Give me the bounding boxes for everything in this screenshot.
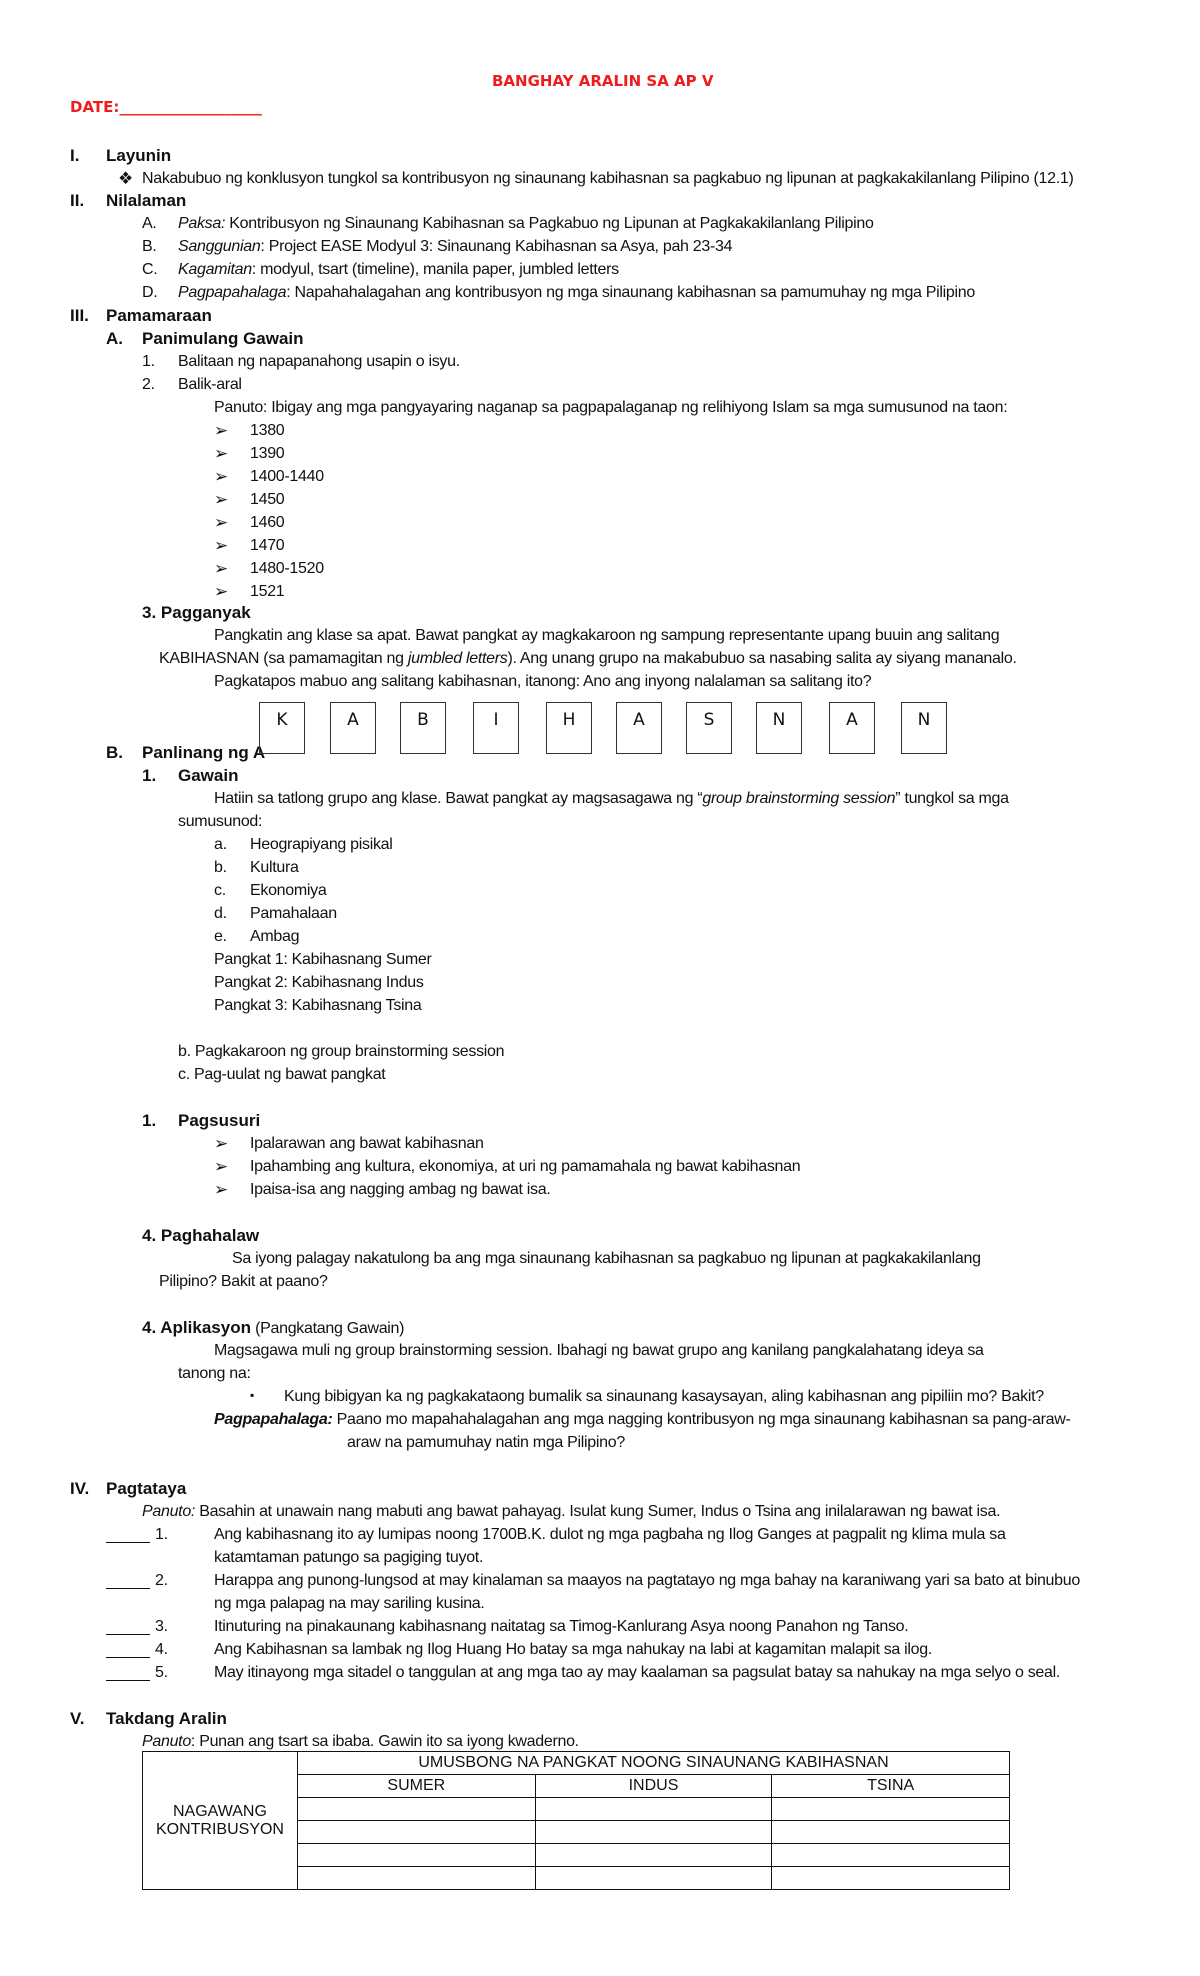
topic-item: Ekonomiya — [250, 882, 327, 899]
paghahalaw-line-2: Pilipino? Bakit at paano? — [159, 1273, 328, 1290]
arrow-bullet-icon: ➢ — [214, 490, 229, 509]
letter-box: S — [686, 702, 732, 754]
pagpapahalaga-line-2: araw na pamumuhay natin mga Pilipino? — [347, 1434, 625, 1451]
row-header-cell — [143, 1752, 298, 1890]
arrow-bullet-icon: ➢ — [214, 444, 229, 463]
answer-blank[interactable] — [106, 1620, 150, 1640]
quiz-statement-cont: ng mga palapag na may sariling kusina. — [214, 1595, 485, 1612]
pagsusuri-item: Ipalarawan ang bawat kabihasnan — [250, 1135, 484, 1152]
gawain-title: Gawain — [178, 766, 239, 785]
section-5-title: Takdang Aralin — [106, 1709, 227, 1728]
empty-cell[interactable] — [297, 1821, 535, 1844]
gawain-line-1: Hatiin sa tatlong grupo ang klase. Bawat pangkat ay magsasagawa ng “group brainstorming session” tungkol sa mga — [214, 790, 1009, 807]
quiz-number: 2. — [155, 1572, 168, 1589]
empty-cell[interactable] — [535, 1844, 772, 1867]
row-header-line-1: NAGAWANG — [173, 1802, 267, 1820]
answer-blank[interactable] — [106, 1528, 150, 1548]
step-balik-aral: Balik-aral — [178, 376, 242, 393]
letter-box: K — [259, 702, 305, 754]
empty-cell[interactable] — [297, 1844, 535, 1867]
empty-cell[interactable] — [297, 1798, 535, 1821]
square-bullet-icon: ▪ — [250, 1388, 255, 1402]
top-header-cell: UMUSBONG NA PANGKAT NOONG SINAUNANG KABIHASNAN — [297, 1752, 1009, 1775]
subsection-a-letter: A. — [106, 329, 123, 348]
topic-letter: c. — [214, 882, 226, 899]
section-4-title: Pagtataya — [106, 1479, 187, 1498]
topic-item: Ambag — [250, 928, 300, 945]
arrow-bullet-icon: ➢ — [214, 1134, 229, 1153]
topic-item: Kultura — [250, 859, 299, 876]
content-item-kagamitan: Kagamitan: modyul, tsart (timeline), manila paper, jumbled letters — [178, 261, 619, 278]
arrow-bullet-icon: ➢ — [214, 582, 229, 601]
content-item-letter: A. — [142, 215, 157, 232]
letter-box: A — [330, 702, 376, 754]
empty-cell[interactable] — [772, 1844, 1010, 1867]
aplikasyon-line-2: tanong na: — [178, 1365, 251, 1382]
column-header: TSINA — [772, 1775, 1010, 1798]
topic-letter: d. — [214, 905, 227, 922]
topic-item: Heograpiyang pisikal — [250, 836, 393, 853]
subsection-a-title: Panimulang Gawain — [142, 329, 304, 348]
group-1: Pangkat 1: Kabihasnang Sumer — [214, 951, 432, 968]
document-title: BANGHAY ARALIN SA AP V — [492, 72, 714, 90]
arrow-bullet-icon: ➢ — [214, 536, 229, 555]
arrow-bullet-icon: ➢ — [214, 559, 229, 578]
content-item-sanggunian: Sanggunian: Project EASE Modyul 3: Sinaunang Kabihasnan sa Asya, pah 23-34 — [178, 238, 733, 255]
answer-blank[interactable] — [106, 1666, 150, 1686]
pagsusuri-item: Ipaisa-isa ang nagging ambag ng bawat isa. — [250, 1181, 551, 1198]
section-3-title: Pamamaraan — [106, 306, 212, 325]
homework-table — [142, 1751, 1010, 1890]
pagganyak-line-2: KABIHASNAN (sa pamamagitan ng jumbled letters). Ang unang grupo na makabubuo sa nasabing salita ay siyang mananalo. — [159, 650, 1017, 667]
letter-box: A — [616, 702, 662, 754]
letter-box: N — [756, 702, 802, 754]
aplikasyon-line-1: Magsagawa muli ng group brainstorming session. Ibahagi ng bawat grupo ang kanilang pangkalahatang ideya sa — [214, 1342, 984, 1359]
section-5-number: V. — [70, 1709, 85, 1728]
quiz-number: 5. — [155, 1664, 168, 1681]
year-item: 1480-1520 — [250, 560, 324, 577]
pagpapahalaga-line-1: Pagpapahalaga: Paano mo mapahahalagahan ang mga nagging kontribusyon ng mga sinaunang kabihasnan sa pang-araw- — [214, 1411, 1071, 1428]
empty-cell[interactable] — [772, 1798, 1010, 1821]
pagganyak-line-3: Pagkatapos mabuo ang salitang kabihasnan, itanong: Ano ang inyong nalalaman sa salitang ito? — [214, 673, 872, 690]
answer-blank[interactable] — [106, 1643, 150, 1663]
letter-box: N — [901, 702, 947, 754]
empty-cell[interactable] — [772, 1821, 1010, 1844]
topic-item: Pamahalaan — [250, 905, 337, 922]
content-item-letter: B. — [142, 238, 157, 255]
content-item-letter: D. — [142, 284, 158, 301]
column-header: INDUS — [535, 1775, 772, 1798]
section-2-title: Nilalaman — [106, 191, 187, 210]
pagsusuri-title: Pagsusuri — [178, 1111, 261, 1130]
content-item-letter: C. — [142, 261, 158, 278]
paghahalaw-title: 4. Paghahalaw — [142, 1226, 260, 1245]
year-item: 1380 — [250, 422, 285, 439]
subsection-b-title: Panlinang ng A — [142, 743, 266, 762]
quiz-statement: Itinuturing na pinakaunang kabihasnang naitatag sa Timog-Kanlurang Asya noong Panahon ng Tanso. — [214, 1618, 909, 1635]
diamond-bullet-icon: ❖ — [118, 169, 134, 188]
quiz-statement: Ang Kabihasnan sa lambak ng Ilog Huang Ho batay sa mga nahukay na labi at kagamitan malapit sa ilog. — [214, 1641, 933, 1658]
answer-blank[interactable] — [106, 1574, 150, 1594]
section-2-number: II. — [70, 191, 85, 210]
group-3: Pangkat 3: Kabihasnang Tsina — [214, 997, 422, 1014]
year-item: 1390 — [250, 445, 285, 462]
column-header: SUMER — [297, 1775, 535, 1798]
gawain-line-2: sumusunod: — [178, 813, 263, 830]
topic-letter: a. — [214, 836, 227, 853]
empty-cell[interactable] — [535, 1821, 772, 1844]
quiz-statement: Harappa ang punong-lungsod at may kinalaman sa maayos na pagtatayo ng mga bahay na karaniwang yari sa bato at binubuo — [214, 1572, 1080, 1589]
letter-box: I — [473, 702, 519, 754]
section-4-number: IV. — [70, 1479, 90, 1498]
arrow-bullet-icon: ➢ — [214, 1180, 229, 1199]
quiz-number: 4. — [155, 1641, 168, 1658]
aplikasyon-question: Kung bibigyan ka ng pagkakataong bumalik sa sinaunang kasaysayan, aling kabihasnan ang pipiliin mo? Bakit? — [284, 1388, 1044, 1405]
paghahalaw-line-1: Sa iyong palagay nakatulong ba ang mga sinaunang kabihasnan sa pagkabuo ng lipunan at pagkakakilanlang — [232, 1250, 981, 1267]
section-1-title: Layunin — [106, 146, 172, 165]
balik-aral-panuto: Panuto: Ibigay ang mga pangyayaring naganap sa pagpapalaganap ng relihiyong Islam sa mga sumusunod na taon: — [214, 399, 1008, 416]
pagtataya-panuto: Panuto: Basahin at unawain nang mabuti ang bawat pahayag. Isulat kung Sumer, Indus o Tsina ang inilalarawan ng bawat isa. — [142, 1503, 1001, 1520]
step-b: b. Pagkakaroon ng group brainstorming session — [178, 1043, 505, 1060]
empty-cell[interactable] — [297, 1867, 535, 1890]
year-item: 1521 — [250, 583, 285, 600]
quiz-statement: May itinayong mga sitadel o tanggulan at ang mga tao ay may kaalaman sa pagsulat batay sa nahukay na mga selyo o seal. — [214, 1664, 1061, 1681]
arrow-bullet-icon: ➢ — [214, 513, 229, 532]
gawain-number: 1. — [142, 766, 157, 785]
year-item: 1460 — [250, 514, 285, 531]
step-number: 2. — [142, 376, 155, 393]
year-item: 1400-1440 — [250, 468, 324, 485]
takdang-aralin-panuto: Panuto: Punan ang tsart sa ibaba. Gawin ito sa iyong kwaderno. — [142, 1733, 579, 1750]
arrow-bullet-icon: ➢ — [214, 421, 229, 440]
letter-box: A — [829, 702, 875, 754]
date-field: DATE:___________________ — [70, 98, 262, 116]
section-3-number: III. — [70, 306, 89, 325]
group-2: Pangkat 2: Kabihasnang Indus — [214, 974, 424, 991]
empty-cell[interactable] — [535, 1867, 772, 1890]
pagsusuri-number: 1. — [142, 1111, 157, 1130]
empty-cell[interactable] — [772, 1867, 1010, 1890]
aplikasyon-title: 4. Aplikasyon (Pangkatang Gawain) — [142, 1318, 405, 1337]
pagganyak-title: 3. Pagganyak — [142, 603, 251, 622]
objective-text: Nakabubuo ng konklusyon tungkol sa kontribusyon ng sinaunang kabihasnan sa pagkabuo ng lipunan at pagkakakilanlang Pilipino (12.1) — [142, 170, 1074, 187]
topic-letter: e. — [214, 928, 227, 945]
row-header-line-2: KONTRIBUSYON — [155, 1820, 284, 1838]
step-number: 1. — [142, 353, 155, 370]
content-item-pagpapahalaga: Pagpapahalaga: Napahahalagahan ang kontribusyon ng mga sinaunang kabihasnan sa pamumuhay ng mga Pilipino — [178, 284, 975, 301]
step-c: c. Pag-uulat ng bawat pangkat — [178, 1066, 386, 1083]
letter-box: H — [546, 702, 592, 754]
subsection-b-letter: B. — [106, 743, 123, 762]
empty-cell[interactable] — [535, 1798, 772, 1821]
year-item: 1470 — [250, 537, 285, 554]
section-1-number: I. — [70, 146, 80, 165]
topic-letter: b. — [214, 859, 227, 876]
quiz-number: 3. — [155, 1618, 168, 1635]
pagsusuri-item: Ipahambing ang kultura, ekonomiya, at uri ng pamamahala ng bawat kabihasnan — [250, 1158, 801, 1175]
quiz-statement: Ang kabihasnang ito ay lumipas noong 1700B.K. dulot ng mga pagbaha ng Ilog Ganges at pagpalit ng klima mula sa — [214, 1526, 1006, 1543]
year-item: 1450 — [250, 491, 285, 508]
step-balitaan: Balitaan ng napapanahong usapin o isyu. — [178, 353, 460, 370]
quiz-number: 1. — [155, 1526, 168, 1543]
quiz-statement-cont: katamtaman patungo sa pagiging tuyot. — [214, 1549, 484, 1566]
arrow-bullet-icon: ➢ — [214, 1157, 229, 1176]
pagganyak-line-1: Pangkatin ang klase sa apat. Bawat pangkat ay magkakaroon ng sampung representante upang buuin ang salitang — [214, 627, 1000, 644]
letter-box: B — [400, 702, 446, 754]
arrow-bullet-icon: ➢ — [214, 467, 229, 486]
content-item-paksa: Paksa: Kontribusyon ng Sinaunang Kabihasnan sa Pagkabuo ng Lipunan at Pagkakakilanlang Pilipino — [178, 215, 874, 232]
